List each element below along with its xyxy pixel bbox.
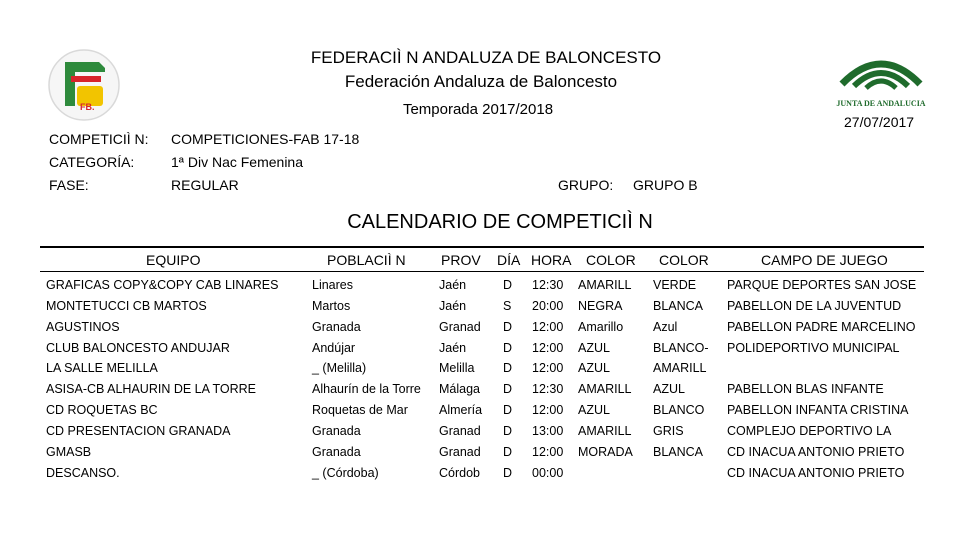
cell-color-2: BLANCA bbox=[653, 445, 704, 459]
cell-campo: PARQUE DEPORTES SAN JOSE bbox=[727, 278, 917, 292]
cell-poblacion: _ (Córdoba) bbox=[312, 466, 379, 480]
cell-campo: PABELLON DE LA JUVENTUD bbox=[727, 299, 902, 313]
cell-hora: 12:30 bbox=[532, 278, 564, 292]
table-top-rule bbox=[40, 246, 924, 248]
cell-prov: Córdob bbox=[439, 466, 480, 480]
season: Temporada 2017/2018 bbox=[402, 101, 554, 118]
cell-equipo: GMASB bbox=[46, 445, 92, 459]
junta-logo-text: JUNTA DE ANDALUCIA bbox=[836, 99, 926, 108]
fab-logo-text: FB. bbox=[80, 102, 95, 112]
cell-dia: D bbox=[503, 403, 513, 417]
cell-poblacion: Andújar bbox=[312, 341, 356, 355]
col-header-dia: DÍA bbox=[497, 252, 521, 268]
cell-hora: 12:00 bbox=[532, 320, 564, 334]
cell-equipo: MONTETUCCI CB MARTOS bbox=[46, 299, 207, 313]
col-header-equipo: EQUIPO bbox=[146, 252, 201, 268]
cell-prov: Jaén bbox=[439, 341, 467, 355]
cell-dia: D bbox=[503, 424, 513, 438]
grupo-label: GRUPO: bbox=[558, 177, 614, 193]
fase-value: REGULAR bbox=[171, 177, 239, 193]
cell-color-2: BLANCO bbox=[653, 403, 705, 417]
cell-poblacion: Linares bbox=[312, 278, 353, 292]
cell-dia: D bbox=[503, 278, 513, 292]
cell-campo: CD INACUA ANTONIO PRIETO bbox=[727, 466, 905, 480]
title-line-1: FEDERACIÌ N ANDALUZA DE BALONCESTO bbox=[310, 48, 662, 67]
cell-color-1: AMARILL bbox=[578, 424, 632, 438]
cell-prov: Almería bbox=[439, 403, 483, 417]
cell-dia: D bbox=[503, 361, 513, 375]
cell-campo: COMPLEJO DEPORTIVO LA bbox=[727, 424, 892, 438]
cell-poblacion: Granada bbox=[312, 320, 361, 334]
cell-prov: Jaén bbox=[439, 299, 467, 313]
cell-equipo: DESCANSO. bbox=[46, 466, 120, 480]
cell-hora: 13:00 bbox=[532, 424, 564, 438]
cell-color-1: Amarillo bbox=[578, 320, 624, 334]
competicion-value: COMPETICIONES-FAB 17-18 bbox=[171, 131, 360, 147]
col-header-prov: PROV bbox=[441, 252, 481, 268]
cell-dia: D bbox=[503, 320, 513, 334]
cell-prov: Málaga bbox=[439, 382, 480, 396]
cell-equipo: CD ROQUETAS BC bbox=[46, 403, 158, 417]
report-date: 27/07/2017 bbox=[844, 114, 915, 130]
cell-campo: PABELLON BLAS INFANTE bbox=[727, 382, 884, 396]
cell-dia: S bbox=[503, 299, 512, 313]
cell-prov: Granad bbox=[439, 424, 481, 438]
cell-equipo: LA SALLE MELILLA bbox=[46, 361, 158, 375]
cell-color-1: AZUL bbox=[578, 361, 610, 375]
cell-color-1: MORADA bbox=[578, 445, 633, 459]
title-line-2: Federación Andaluza de Baloncesto bbox=[344, 72, 618, 91]
cell-poblacion: Granada bbox=[312, 445, 361, 459]
cell-dia: D bbox=[503, 466, 513, 480]
cell-hora: 12:00 bbox=[532, 341, 564, 355]
cell-hora: 12:30 bbox=[532, 382, 564, 396]
table-header-rule bbox=[40, 271, 924, 272]
cell-poblacion: _ (Melilla) bbox=[312, 361, 367, 375]
col-header-campo: CAMPO DE JUEGO bbox=[761, 252, 888, 268]
cell-campo: PABELLON PADRE MARCELINO bbox=[727, 320, 916, 334]
section-title: CALENDARIO DE COMPETICIÌ N bbox=[347, 211, 653, 233]
cell-color-2: AMARILL bbox=[653, 361, 707, 375]
cell-equipo: AGUSTINOS bbox=[46, 320, 120, 334]
cell-equipo: GRAFICAS COPY&COPY CAB LINARES bbox=[46, 278, 279, 292]
cell-prov: Jaén bbox=[439, 278, 467, 292]
categoria-value: 1ª Div Nac Femenina bbox=[171, 154, 304, 170]
grupo-value: GRUPO B bbox=[633, 177, 698, 193]
cell-color-2: VERDE bbox=[653, 278, 697, 292]
cell-hora: 12:00 bbox=[532, 361, 564, 375]
cell-campo: PABELLON INFANTA CRISTINA bbox=[727, 403, 909, 417]
col-header-color-2: COLOR bbox=[659, 252, 709, 268]
cell-color-2: BLANCO- bbox=[653, 341, 709, 355]
cell-poblacion: Roquetas de Mar bbox=[312, 403, 408, 417]
cell-color-1: AMARILL bbox=[578, 278, 632, 292]
cell-prov: Melilla bbox=[439, 361, 475, 375]
cell-color-1: AZUL bbox=[578, 403, 610, 417]
fase-label: FASE: bbox=[49, 177, 89, 193]
categoria-label: CATEGORÍA: bbox=[49, 154, 135, 170]
cell-color-2: Azul bbox=[653, 320, 678, 334]
cell-color-1: NEGRA bbox=[578, 299, 623, 313]
cell-hora: 20:00 bbox=[532, 299, 564, 313]
competicion-label: COMPETICIÌ N: bbox=[49, 131, 149, 147]
cell-dia: D bbox=[503, 445, 513, 459]
cell-poblacion: Alhaurín de la Torre bbox=[312, 382, 421, 396]
cell-equipo: CLUB BALONCESTO ANDUJAR bbox=[46, 341, 230, 355]
cell-prov: Granad bbox=[439, 445, 481, 459]
col-header-hora: HORA bbox=[531, 252, 572, 268]
cell-hora: 12:00 bbox=[532, 445, 564, 459]
cell-color-2: AZUL bbox=[653, 382, 685, 396]
cell-hora: 00:00 bbox=[532, 466, 564, 480]
cell-dia: D bbox=[503, 382, 513, 396]
cell-poblacion: Granada bbox=[312, 424, 361, 438]
cell-campo: CD INACUA ANTONIO PRIETO bbox=[727, 445, 905, 459]
cell-color-2: GRIS bbox=[653, 424, 684, 438]
cell-color-1: AZUL bbox=[578, 341, 610, 355]
col-header-poblacion: POBLACIÌ N bbox=[327, 252, 406, 268]
cell-color-2: BLANCA bbox=[653, 299, 704, 313]
col-header-color-1: COLOR bbox=[586, 252, 636, 268]
cell-hora: 12:00 bbox=[532, 403, 564, 417]
cell-dia: D bbox=[503, 341, 513, 355]
cell-prov: Granad bbox=[439, 320, 481, 334]
cell-equipo: ASISA-CB ALHAURIN DE LA TORRE bbox=[46, 382, 257, 396]
cell-equipo: CD PRESENTACION GRANADA bbox=[46, 424, 231, 438]
cell-color-1: AMARILL bbox=[578, 382, 632, 396]
cell-poblacion: Martos bbox=[312, 299, 351, 313]
cell-campo: POLIDEPORTIVO MUNICIPAL bbox=[727, 341, 900, 355]
